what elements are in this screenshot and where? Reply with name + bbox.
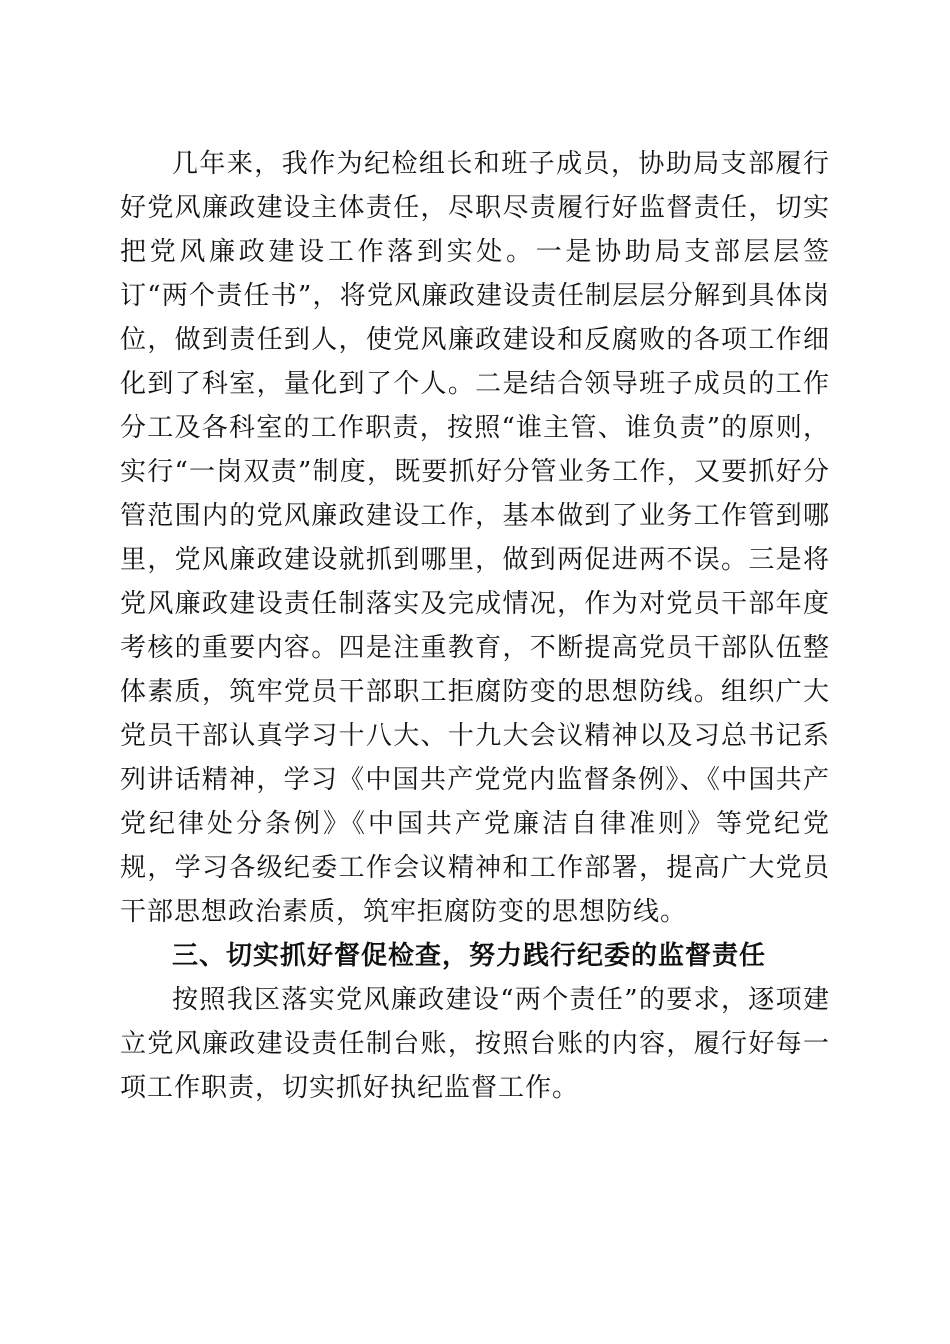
body-paragraph-supervision-ledger: 按照我区落实党风廉政建设“两个责任”的要求，逐项建立党风廉政建设责任制台账，按照台账的内容，履行好每一项工作职责，切实抓好执纪监督工作。: [120, 985, 830, 1103]
document-body: [120, 142, 830, 1110]
body-paragraph-duty-implementation: 几年来，我作为纪检组长和班子成员，协助局支部履行好党风廉政建设主体责任，尽职尽责履行好监督责任，切实把党风廉政建设工作落到实处。一是协助局支部层层签订“两个责任书”，将党风廉政建设责任制层层分解到具体岗位，做到责任到人，使党风廉政建设和反腐败的各项工作细化到了科室，量化到了个人。二是结合领导班子成员的工作分工及各科室的工作职责，按照“谁主管、谁负责”的原则，实行“一岗双责”制度，既要抓好分管业务工作，又要抓好分管范围内的党风廉政建设工作，基本做到了业务工作管到哪里，党风廉政建设就抓到哪里，做到两促进两不误。三是将党风廉政建设责任制落实及完成情况，作为对党员干部年度考核的重要内容。四是注重教育，不断提高党员干部队伍整体素质，筑牢党员干部职工拒腐防变的思想防线。组织广大党员干部认真学习十八大、十九大会议精神以及习总书记系列讲话精神，学习《中国共产党党内监督条例》、《中国共产党纪律处分条例》《中国共产党廉洁自律准则》等党纪党规，学习各级纪委工作会议精神和工作部署，提高广大党员干部思想政治素质，筑牢拒腐防变的思想防线。: [120, 149, 830, 927]
section-heading-supervision: 三、切实抓好督促检查，努力践行纪委的监督责任: [172, 941, 767, 971]
